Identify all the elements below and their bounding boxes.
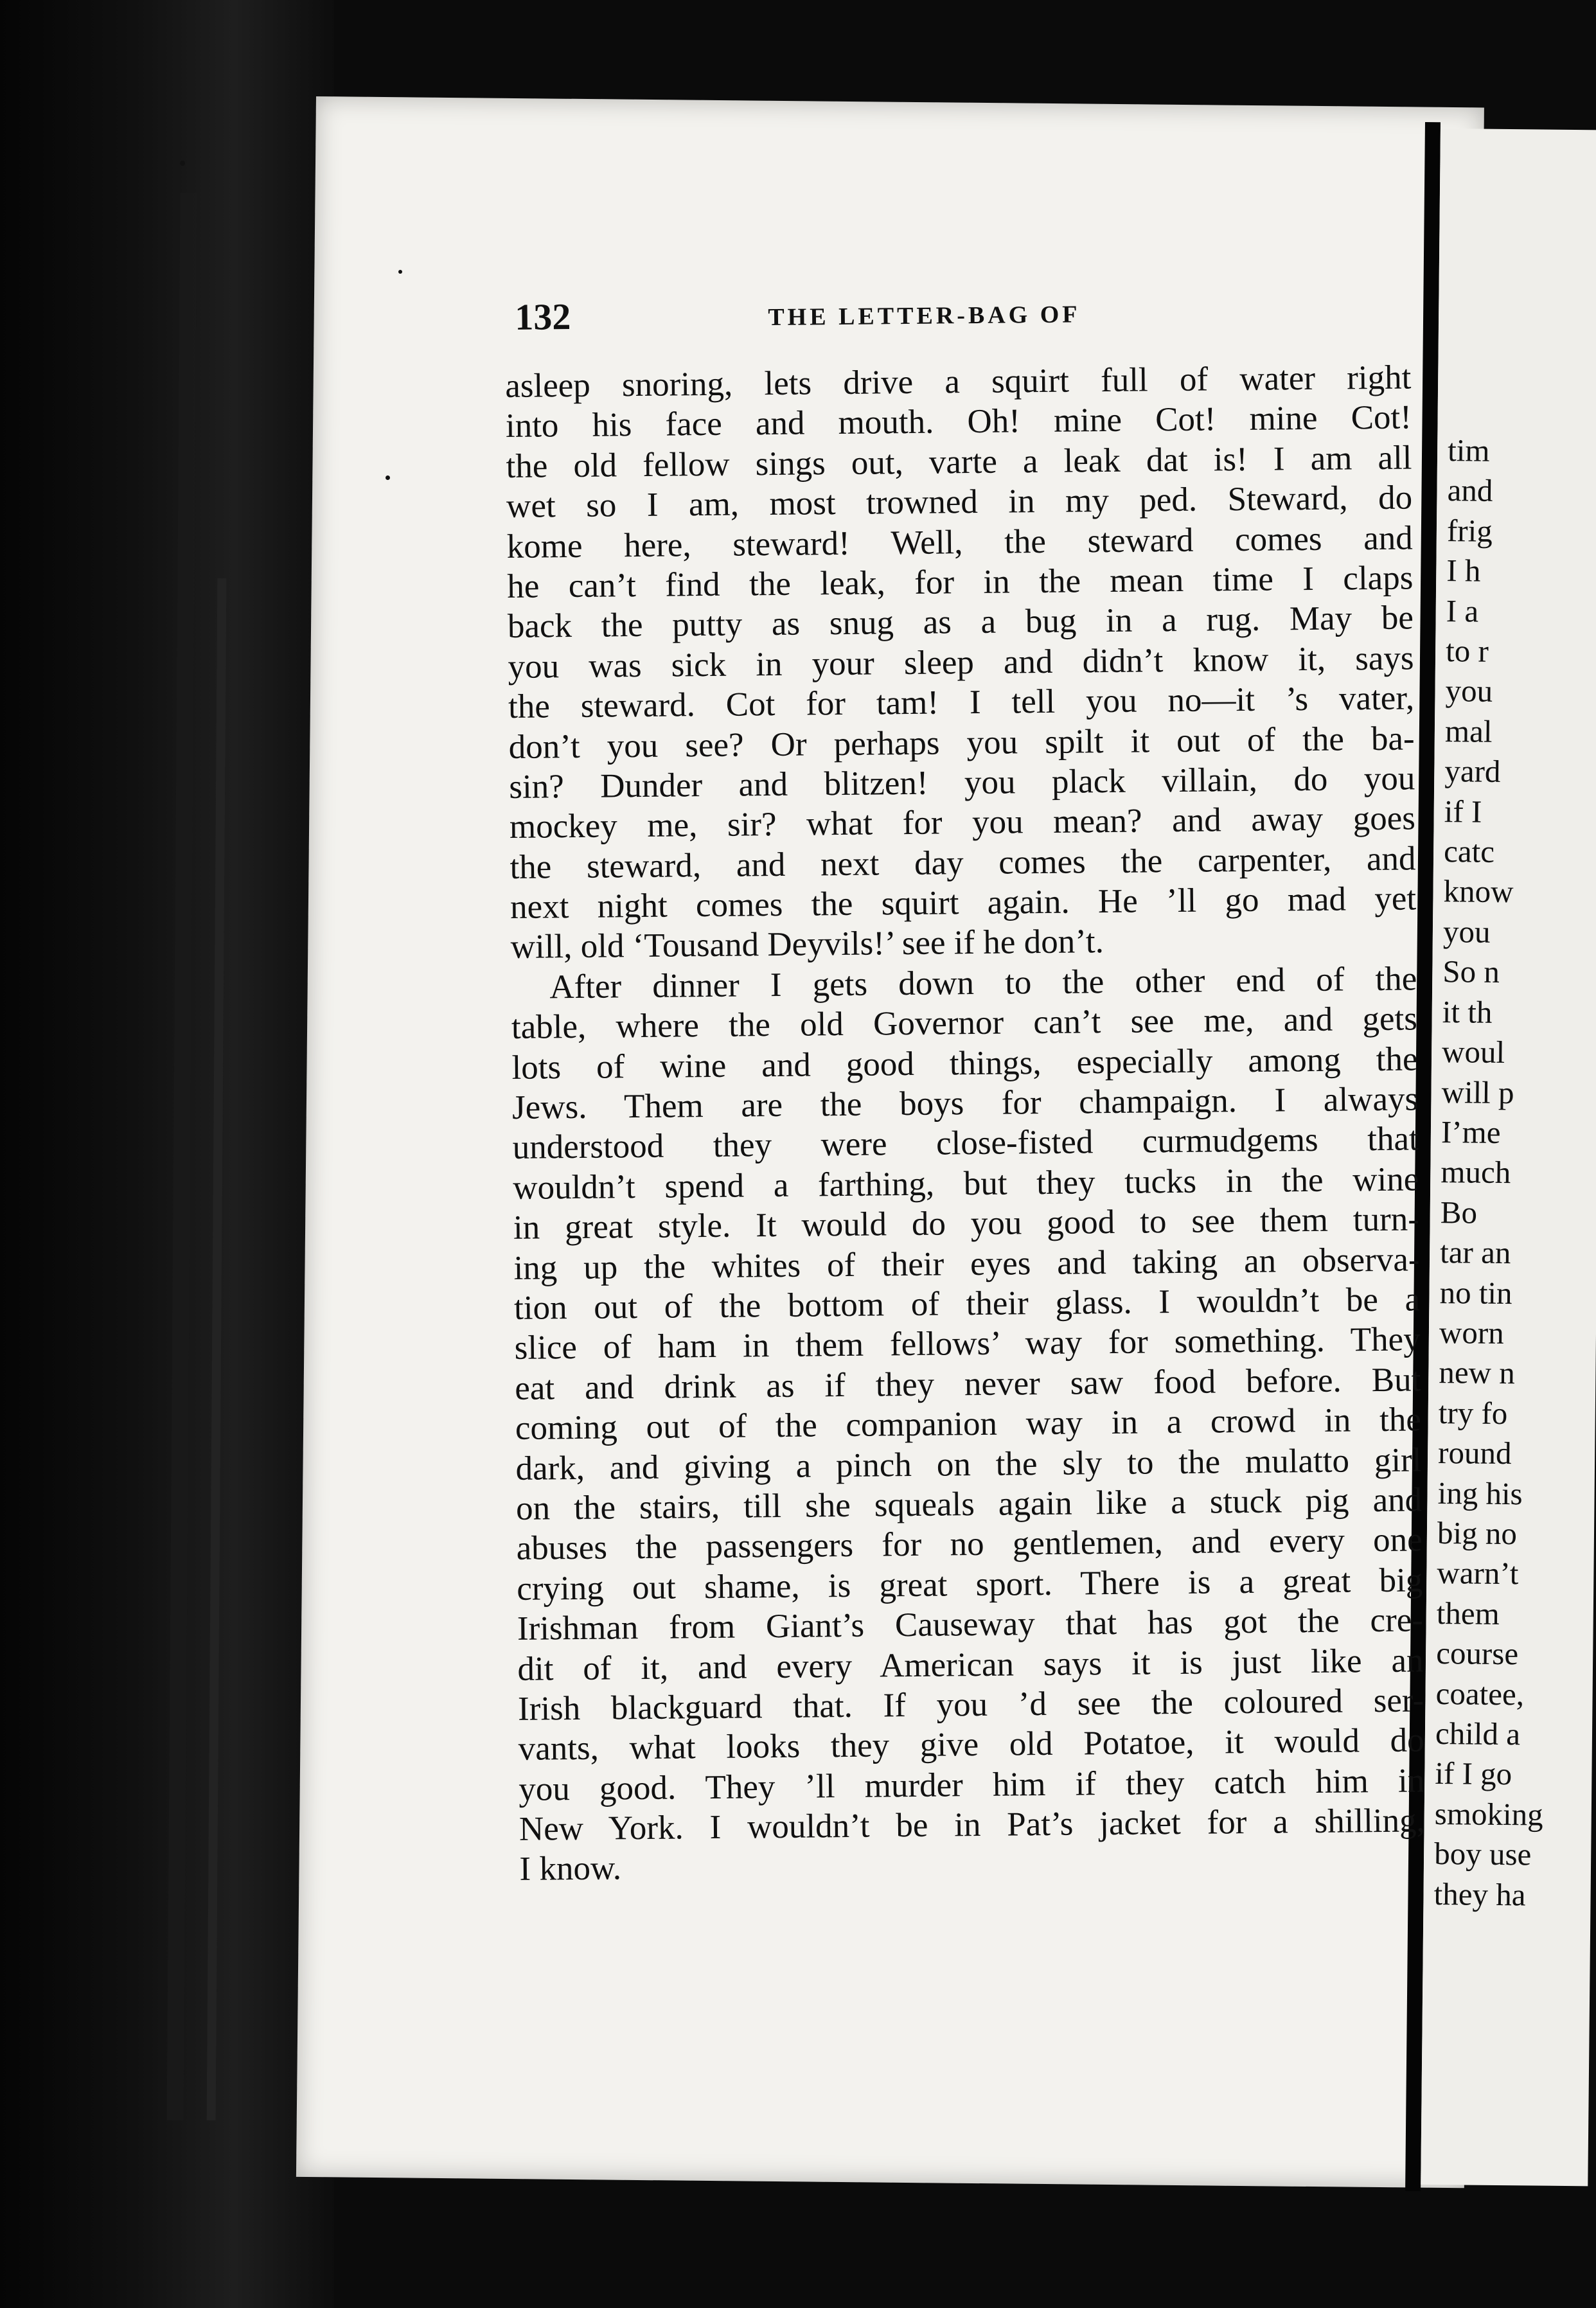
text-line: on the stairs, till she squeals again like a stuck pig and xyxy=(515,1481,1423,1527)
facing-text-fragment: much xyxy=(1441,1154,1511,1191)
facing-text-fragment: I a xyxy=(1446,592,1479,629)
facing-text-fragment: yard xyxy=(1444,753,1501,790)
text-line: abuses the passengers for no gentlemen, and every one xyxy=(516,1521,1423,1568)
facing-text-fragment: if I go xyxy=(1435,1755,1512,1792)
text-line: he can’t find the leak, for in the mean time I claps xyxy=(507,559,1414,605)
facing-text-fragment: you xyxy=(1445,673,1493,709)
text-line: you was sick in your sleep and didn’t know it, says xyxy=(508,639,1414,686)
text-line: don’t you see? Or perhaps you spilt it out of the ba- xyxy=(508,719,1415,766)
facing-text-fragment: big no xyxy=(1437,1515,1518,1552)
text-line: next night comes the squirt again. He ’ll go mad yet xyxy=(510,880,1417,927)
text-line: kome here, steward! Well, the steward comes and xyxy=(506,519,1413,565)
text-line: Jews. Them are the boys for champaign. I always xyxy=(511,1080,1419,1126)
facing-text-fragment: catc xyxy=(1443,833,1495,869)
facing-page xyxy=(1421,129,1596,2186)
facing-text-fragment: worn xyxy=(1439,1315,1504,1351)
facing-text-fragment: warn’t xyxy=(1437,1555,1519,1592)
text-line: the steward. Cot for tam! I tell you no—it ’s vater, xyxy=(508,679,1415,726)
text-line: back the putty as snug as a bug in a rug. May be xyxy=(507,599,1414,646)
text-line: slice of ham in them fellows’ way for something. They xyxy=(514,1320,1421,1367)
text-line: wet so I am, most trowned in my ped. Steward, do xyxy=(506,479,1413,526)
page-text-block xyxy=(504,287,1426,1889)
text-line: coming out of the companion way in a crowd in the xyxy=(515,1401,1422,1448)
facing-text-fragment: coatee, xyxy=(1435,1675,1525,1712)
facing-text-fragment: try fo xyxy=(1438,1394,1508,1431)
facing-text-fragment: frig xyxy=(1446,512,1493,549)
facing-text-fragment: Bo xyxy=(1440,1194,1478,1230)
facing-text-fragment: mal xyxy=(1444,713,1493,749)
page-number: 132 xyxy=(515,296,571,338)
text-line: vants, what looks they give old Potatoe, it would do xyxy=(518,1721,1424,1768)
dust-speck xyxy=(386,475,390,480)
text-line: dark, and giving a pinch on the sly to the mulatto girl xyxy=(515,1441,1422,1487)
facing-text-fragment: boy use xyxy=(1433,1836,1532,1872)
facing-text-fragment: no tin xyxy=(1439,1274,1512,1311)
text-line: the steward, and next day comes the carpenter, and xyxy=(510,840,1416,886)
text-line: understood they were close-fisted curmudgems that xyxy=(512,1120,1419,1167)
text-line: crying out shame, is great sport. There is a great big xyxy=(517,1561,1423,1608)
facing-text-fragment: know xyxy=(1443,873,1514,910)
text-line: tion out of the bottom of their glass. I wouldn’t be a xyxy=(513,1281,1421,1327)
text-line: sin? Dunder and blitzen! you plack villain, do you xyxy=(509,759,1415,806)
text-line: mockey me, sir? what for you mean? and away goes xyxy=(509,799,1416,846)
text-line: you good. They ’ll murder him if they catch him in xyxy=(519,1762,1425,1808)
text-line: dit of it, and every American says it is just like an xyxy=(517,1641,1424,1688)
dust-speck xyxy=(180,161,185,166)
book-edge-shadow xyxy=(0,0,334,2308)
facing-text-fragment: they ha xyxy=(1433,1876,1526,1913)
text-line: New York. I wouldn’t be in Pat’s jacket for a shilling, xyxy=(519,1802,1426,1848)
facing-text-fragment: to r xyxy=(1445,633,1489,669)
running-head: THE LETTER-BAG OF xyxy=(768,301,1081,332)
facing-text-fragment: it th xyxy=(1442,993,1493,1030)
facing-text-fragment: I h xyxy=(1446,553,1481,589)
facing-text-fragment: woul xyxy=(1441,1034,1505,1070)
facing-text-fragment: I’me xyxy=(1441,1114,1501,1150)
facing-text-fragment: course xyxy=(1435,1635,1519,1672)
text-line: eat and drink as if they never saw food before. But xyxy=(515,1361,1421,1407)
dust-speck xyxy=(398,270,402,274)
facing-text-fragment: round xyxy=(1437,1435,1512,1471)
facing-text-fragment: child a xyxy=(1435,1716,1521,1752)
page-header xyxy=(504,287,1411,366)
facing-text-fragment: tim xyxy=(1447,432,1490,468)
facing-text-fragment: ing his xyxy=(1437,1475,1523,1511)
text-line: ing up the whites of their eyes and taking an observa- xyxy=(513,1240,1420,1287)
text-line: into his face and mouth. Oh! mine Cot! mine Cot! xyxy=(505,398,1412,445)
facing-text-fragment: you xyxy=(1442,913,1491,950)
text-line: Irishman from Giant’s Causeway that has got the cre- xyxy=(517,1601,1424,1648)
facing-text-fragment: new n xyxy=(1439,1354,1516,1391)
text-line: will, old ‘Tousand Deyvils!’ see if he don’t. xyxy=(510,923,1104,966)
text-line: lots of wine and good things, especially among the xyxy=(511,1040,1418,1087)
facing-text-fragment: them xyxy=(1436,1595,1500,1631)
facing-text-fragment: will p xyxy=(1441,1074,1514,1110)
facing-text-fragment: if I xyxy=(1444,793,1482,830)
facing-text-fragment: tar an xyxy=(1439,1234,1511,1271)
text-line: in great style. It would do you good to see them turn- xyxy=(513,1200,1420,1247)
text-line: I know. xyxy=(519,1849,622,1888)
text-line: asleep snoring, lets drive a squirt full of water right xyxy=(505,359,1412,405)
facing-page-text xyxy=(1433,431,1596,1918)
text-line: After dinner I gets down to the other end of the xyxy=(549,960,1417,1006)
facing-text-fragment: So n xyxy=(1442,954,1500,990)
text-line: table, where the old Governor can’t see me, and gets xyxy=(511,1000,1418,1047)
text-line: Irish blackguard that. If you ’d see the coloured ser- xyxy=(517,1682,1424,1728)
text-line: the old fellow sings out, varte a leak dat is! I am all xyxy=(506,439,1412,485)
body-text xyxy=(505,357,1426,1889)
facing-text-fragment: smoking xyxy=(1434,1795,1543,1833)
facing-text-fragment: and xyxy=(1447,472,1493,509)
text-line: wouldn’t spend a farthing, but they tucks in the wine xyxy=(513,1160,1419,1207)
